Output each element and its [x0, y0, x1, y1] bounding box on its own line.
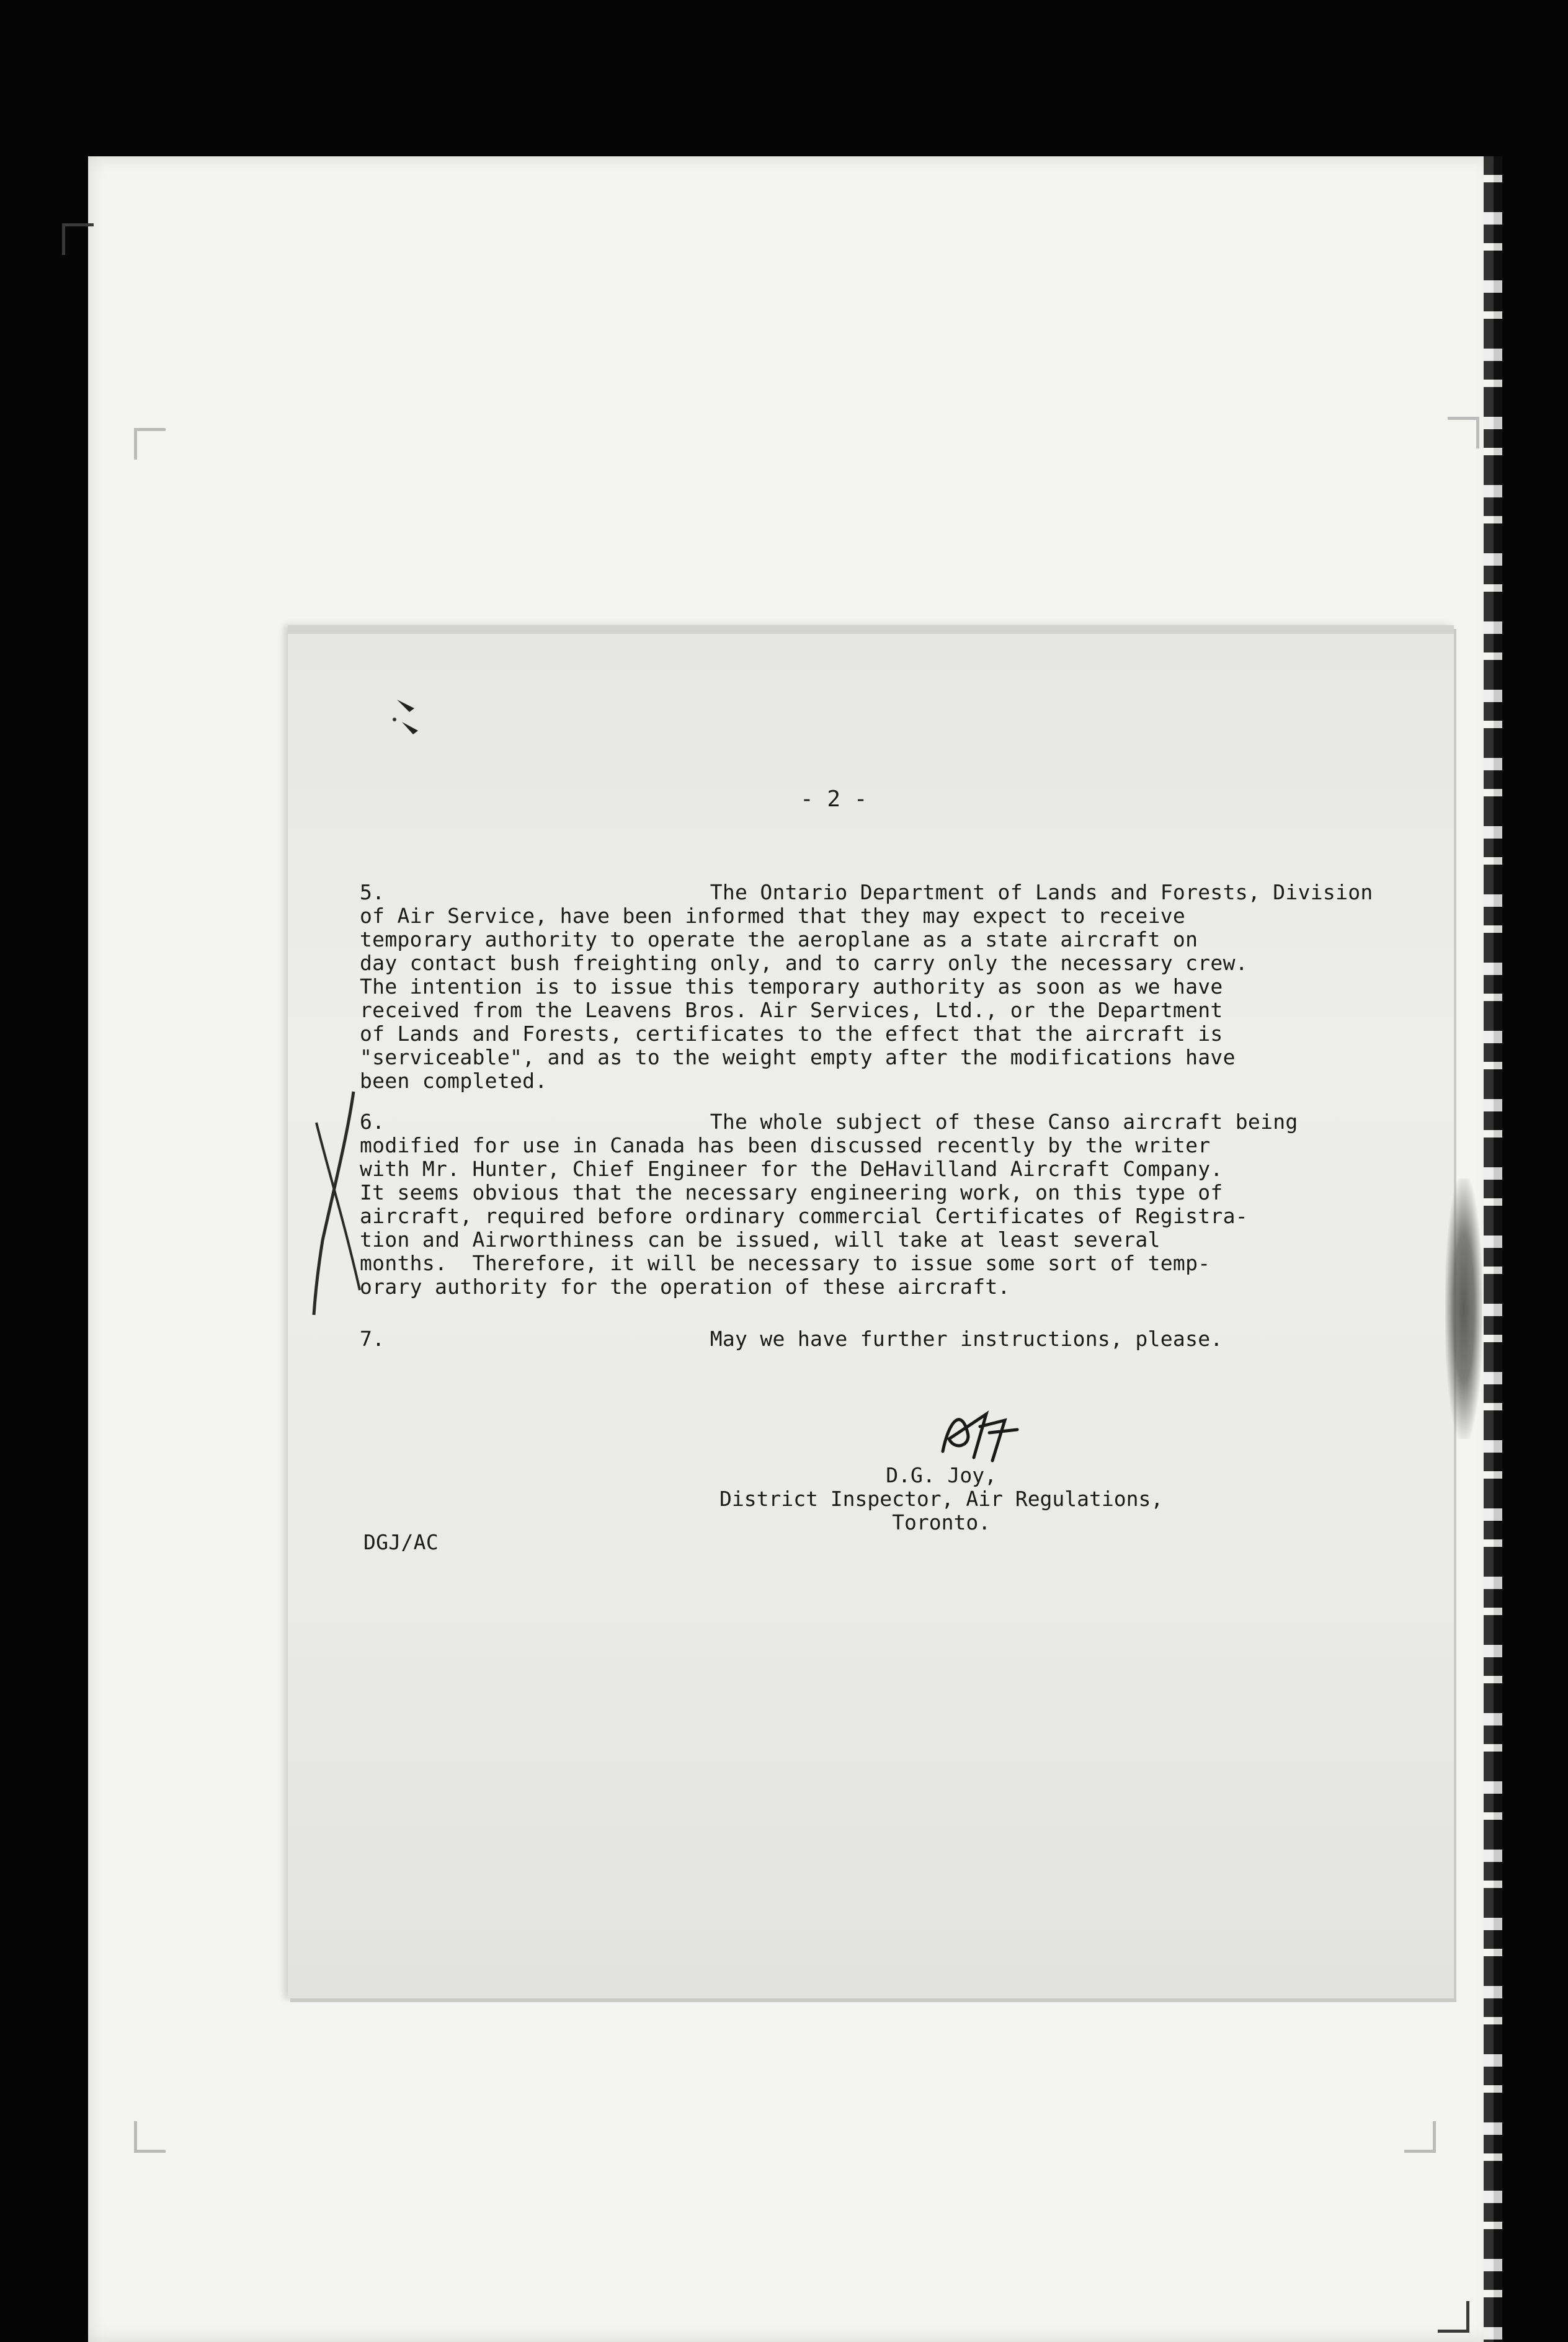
ink-blot-icon — [391, 695, 428, 744]
paragraph-6-text: The whole subject of these Canso aircraft being modified for use in Canada has been discussed recently by the writer with Mr. Hunter, Chief Engineer for the DeHavilland Aircraft Company. It seems obvious that the necessary engineering work, on this type of aircraft, required before ordinary commercial Certificates of Registra- tion and Airworthiness can be issued, will take at least several months. Therefore, it will be necessary to issue some sort of temp- orary authority for the operation of these aircraft. — [360, 1110, 1298, 1299]
crop-mark-mid-left — [134, 428, 166, 460]
paragraph-5-text: The Ontario Department of Lands and Forests, Division of Air Service, have been informed that they may expect to receive temporary authority to operate the aeroplane as a state aircraft on day contact bush freighting only, and to carry only the necessary crew. The intention is to issue this temporary authority as soon as we have received from the Leavens Bros. Air Services, Ltd., or the Department of Lands and Forests, certificates to the effect that the aircraft is "serviceable", and as to the weight empty after the modifications have been completed. — [360, 880, 1373, 1093]
crop-mark-top-right — [1448, 417, 1479, 448]
crop-mark-bottom-left — [134, 2121, 166, 2153]
crop-mark-bottom-right-outer — [1438, 2301, 1469, 2333]
paragraph-7 — [360, 1327, 1223, 1351]
crop-mark-top-left — [62, 223, 94, 255]
paragraph-6 — [360, 1110, 1298, 1299]
paragraph-6-number: 6. — [360, 1110, 385, 1134]
ink-smudge — [1445, 1178, 1482, 1439]
paragraph-5-number: 5. — [360, 880, 385, 904]
paragraph-7-number: 7. — [360, 1327, 385, 1351]
page-number: - 2 - — [800, 786, 868, 812]
signatory-name: D.G. Joy, — [886, 1463, 997, 1487]
handwritten-x-mark-icon — [310, 1085, 366, 1321]
crop-mark-bottom-right — [1404, 2121, 1436, 2153]
signatory-title: District Inspector, Air Regulations, — [719, 1487, 1164, 1511]
reference-initials: DGJ/AC — [363, 1530, 439, 1554]
handwritten-signature-icon — [930, 1396, 1023, 1464]
letter-page — [288, 625, 1454, 1998]
signatory-city: Toronto. — [892, 1510, 991, 1534]
paragraph-7-text: May we have further instructions, please. — [385, 1327, 1223, 1351]
signature-block — [719, 1464, 1163, 1534]
paragraph-5 — [360, 881, 1373, 1093]
